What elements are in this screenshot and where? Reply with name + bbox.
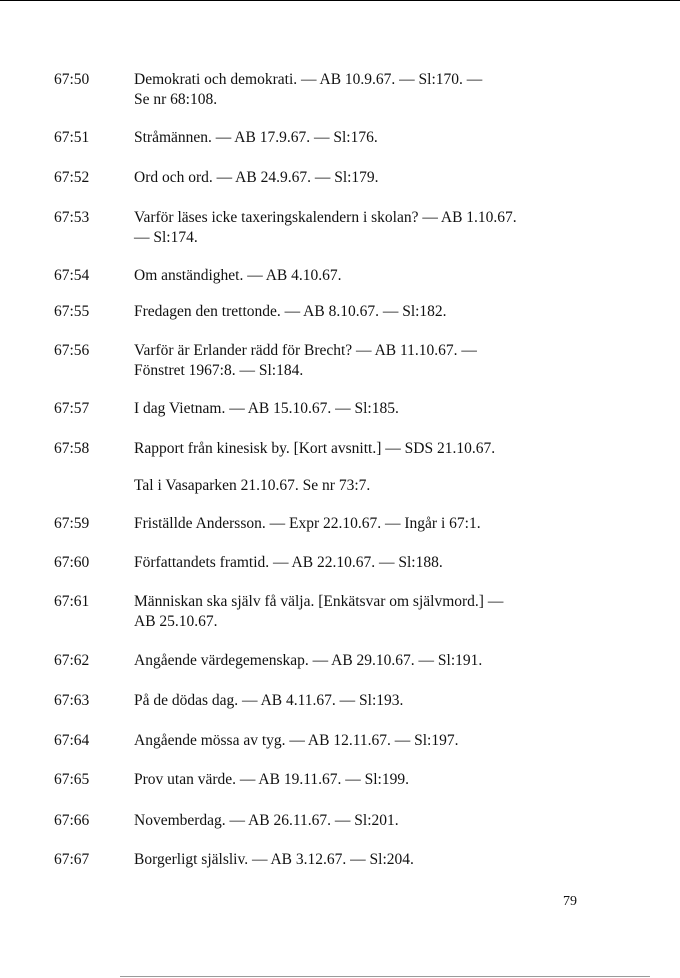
entry-line: Om anständighet. — AB 4.10.67. bbox=[134, 267, 342, 284]
entry-number: 67:55 bbox=[54, 303, 90, 320]
entry-line: Novemberdag. — AB 26.11.67. — Sl:201. bbox=[134, 812, 399, 829]
entry-line: Varför läses icke taxeringskalendern i skolan? — AB 1.10.67. bbox=[134, 209, 517, 226]
entry-number: 67:53 bbox=[54, 209, 90, 226]
bottom-rule bbox=[120, 976, 650, 977]
entry-text bbox=[134, 341, 562, 381]
entry-number: 67:66 bbox=[54, 812, 90, 829]
entry-number: 67:62 bbox=[54, 652, 90, 669]
entry-line: Fönstret 1967:8. — Sl:184. bbox=[134, 362, 304, 379]
entry-text bbox=[134, 476, 562, 496]
entry-line: — Sl:174. bbox=[134, 229, 198, 246]
entry-line: Borgerligt själsliv. — AB 3.12.67. — Sl:204. bbox=[134, 851, 414, 868]
entry-line: Angående mössa av tyg. — AB 12.11.67. — Sl:197. bbox=[134, 732, 459, 749]
entry-text bbox=[134, 128, 562, 148]
entry-line: Tal i Vasaparken 21.10.67. Se nr 73:7. bbox=[134, 477, 371, 494]
entry-text bbox=[134, 266, 562, 286]
entry-line: AB 25.10.67. bbox=[134, 613, 218, 630]
entry-line: Friställde Andersson. — Expr 22.10.67. — Ingår i 67:1. bbox=[134, 515, 481, 532]
entry-text bbox=[134, 651, 562, 671]
entry-number: 67:60 bbox=[54, 554, 90, 571]
entry-text bbox=[134, 553, 562, 573]
entry-text bbox=[134, 70, 562, 110]
entry-number: 67:50 bbox=[54, 71, 90, 88]
entry-text bbox=[134, 439, 562, 459]
entry-number: 67:56 bbox=[54, 342, 90, 359]
entry-text bbox=[134, 731, 562, 751]
entry-line: Demokrati och demokrati. — AB 10.9.67. — Sl:170. — bbox=[134, 71, 483, 88]
entry-number: 67:54 bbox=[54, 267, 90, 284]
entry-number: 67:64 bbox=[54, 732, 90, 749]
entry-number: 67:61 bbox=[54, 593, 90, 610]
entry-text bbox=[134, 850, 562, 870]
entry-text bbox=[134, 168, 562, 188]
page-number: 79 bbox=[563, 894, 577, 909]
entry-line: Människan ska själv få välja. [Enkätsvar om självmord.] — bbox=[134, 593, 504, 610]
entry-text bbox=[134, 399, 562, 419]
entry-line: Ord och ord. — AB 24.9.67. — Sl:179. bbox=[134, 169, 379, 186]
entry-line: Författandets framtid. — AB 22.10.67. — Sl:188. bbox=[134, 554, 443, 571]
entry-number: 67:57 bbox=[54, 400, 90, 417]
entry-line: Stråmännen. — AB 17.9.67. — Sl:176. bbox=[134, 129, 378, 146]
entry-number: 67:67 bbox=[54, 851, 90, 868]
entry-line: Prov utan värde. — AB 19.11.67. — Sl:199. bbox=[134, 771, 409, 788]
entry-line: Se nr 68:108. bbox=[134, 91, 218, 108]
entry-text bbox=[134, 302, 562, 322]
entry-number: 67:63 bbox=[54, 692, 90, 709]
entry-text bbox=[134, 592, 562, 632]
entry-text bbox=[134, 770, 562, 790]
entry-text bbox=[134, 514, 562, 534]
entry-number: 67:59 bbox=[54, 515, 90, 532]
entry-line: Rapport från kinesisk by. [Kort avsnitt.] — SDS 21.10.67. bbox=[134, 440, 496, 457]
entry-line: Fredagen den trettonde. — AB 8.10.67. — Sl:182. bbox=[134, 303, 447, 320]
entry-text bbox=[134, 811, 562, 831]
entry-number: 67:58 bbox=[54, 440, 90, 457]
entry-text bbox=[134, 691, 562, 711]
entry-line: På de dödas dag. — AB 4.11.67. — Sl:193. bbox=[134, 692, 404, 709]
entry-number: 67:51 bbox=[54, 129, 90, 146]
entry-line: Varför är Erlander rädd för Brecht? — AB 11.10.67. — bbox=[134, 342, 477, 359]
entry-line: I dag Vietnam. — AB 15.10.67. — Sl:185. bbox=[134, 400, 399, 417]
top-rule bbox=[0, 0, 680, 1]
entry-number: 67:52 bbox=[54, 169, 90, 186]
entry-text bbox=[134, 208, 562, 248]
entry-line: Angående värdegemenskap. — AB 29.10.67. — Sl:191. bbox=[134, 652, 483, 669]
entry-number: 67:65 bbox=[54, 771, 90, 788]
